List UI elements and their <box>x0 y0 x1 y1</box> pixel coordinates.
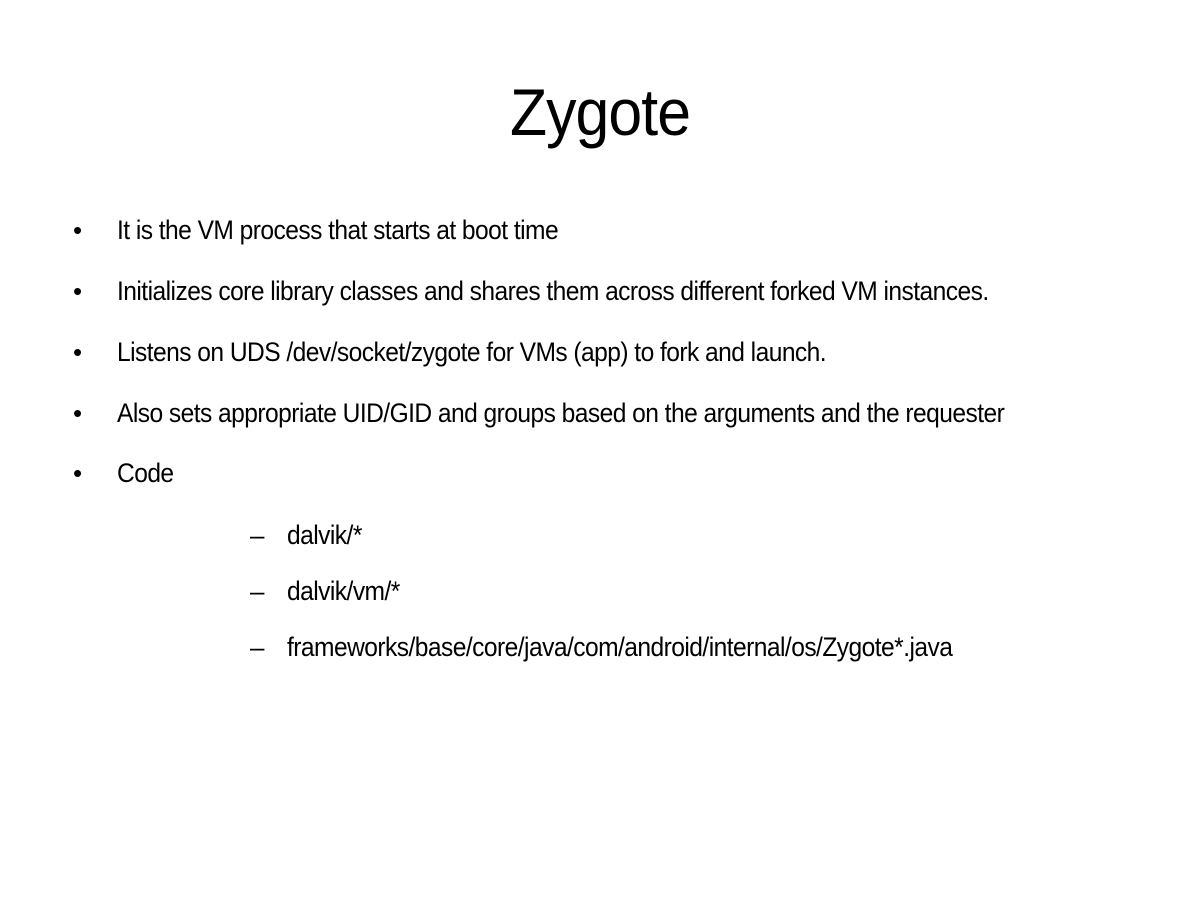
sub-bullet-item <box>0 627 1200 667</box>
bullet-item <box>0 332 1200 372</box>
bullet-marker: • <box>73 398 83 428</box>
bullet-text: It is the VM process that starts at boot time <box>117 215 559 245</box>
bullet-text: Code <box>117 458 174 488</box>
bullet-marker: • <box>73 215 83 245</box>
sub-bullet-text: frameworks/base/core/java/com/android/internal/os/Zygote*.java <box>287 632 953 662</box>
sub-bullet-marker: – <box>250 520 265 550</box>
bullet-item <box>0 210 1200 250</box>
sub-bullet-item <box>0 571 1200 611</box>
bullet-marker: • <box>73 458 83 488</box>
bullet-item <box>0 271 1200 311</box>
sub-bullet-marker: – <box>250 632 265 662</box>
slide-title: Zygote <box>509 75 691 149</box>
bullet-text: Also sets appropriate UID/GID and groups based on the arguments and the requester <box>117 398 1005 428</box>
bullet-item <box>0 393 1200 433</box>
bullet-marker: • <box>73 276 83 306</box>
bullet-item <box>0 453 1200 493</box>
bullet-text: Initializes core library classes and shares them across different forked VM instances. <box>117 276 989 306</box>
sub-bullet-text: dalvik/* <box>287 520 362 550</box>
bullet-text: Listens on UDS /dev/socket/zygote for VMs (app) to fork and launch. <box>117 337 827 367</box>
sub-bullet-marker: – <box>250 576 265 606</box>
sub-bullet-text: dalvik/vm/* <box>287 576 400 606</box>
bullet-marker: • <box>73 337 83 367</box>
sub-bullet-item <box>0 515 1200 555</box>
